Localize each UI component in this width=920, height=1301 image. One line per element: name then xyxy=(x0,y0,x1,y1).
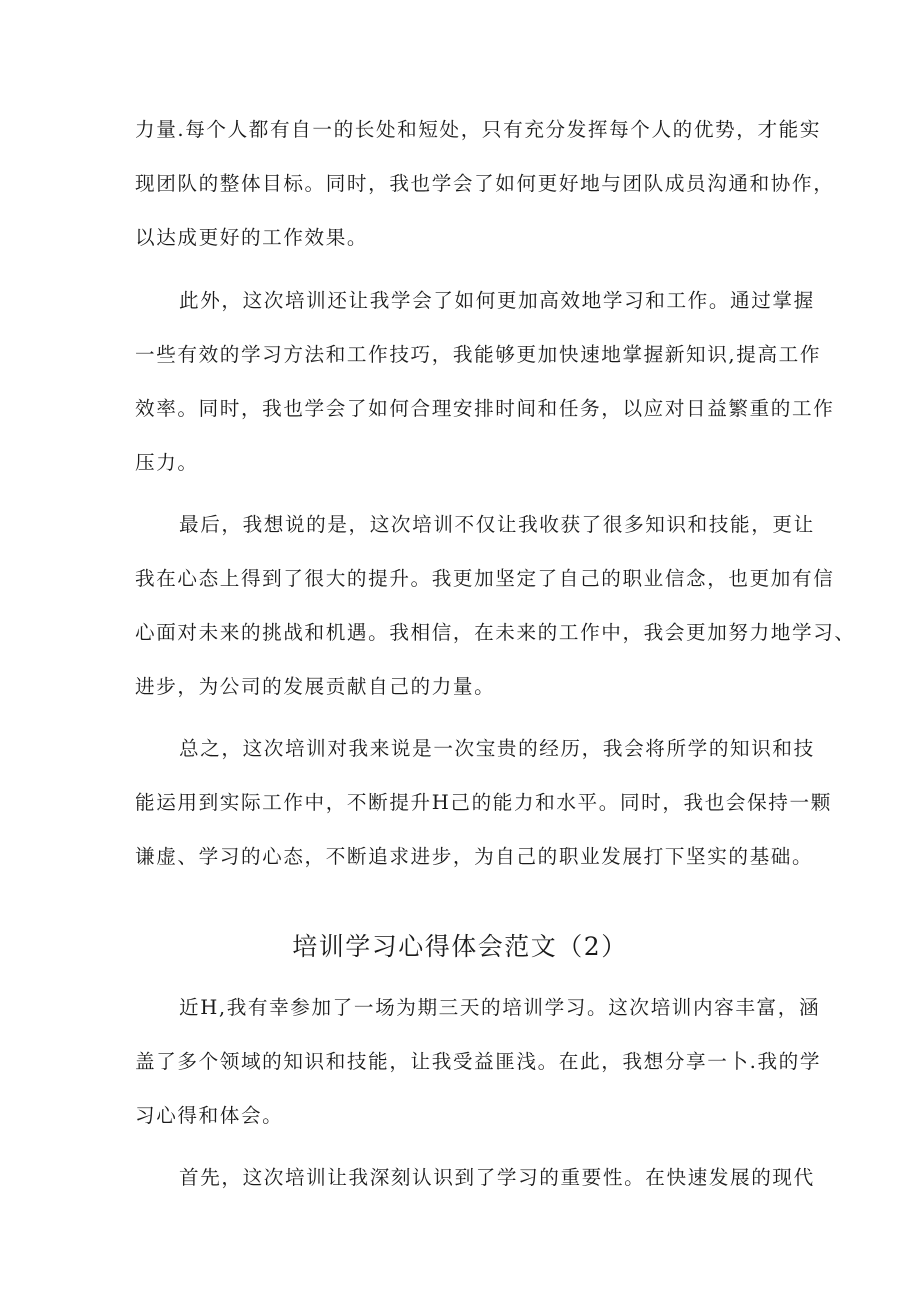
paragraph-5-line-2: 盖了多个领域的知识和技能，让我受益匪浅。在此，我想分享一卜.我的学 xyxy=(135,1050,822,1073)
paragraph-4-line-3: 谦虚、学习的心态，不断追求进步，为自己的职业发展打下坚实的基础。 xyxy=(135,845,814,868)
paragraph-1-line-2: 现团队的整体目标。同时，我也学会了如何更好地与团队成员沟通和协作， xyxy=(135,172,835,195)
paragraph-6-line-1: 首先，这次培训让我深刻认识到了学习的重要性。在快速发展的现代 xyxy=(179,1166,815,1189)
paragraph-2-line-3: 效率。同时，我也学会了如何合理安排时间和任务，以应对日益繁重的工作 xyxy=(135,397,835,420)
paragraph-5-line-3: 习心得和体会。 xyxy=(135,1104,284,1127)
paragraph-2-line-2: 一些有效的学习方法和工作技巧，我能够更加快速地掌握新知识,提高工作 xyxy=(135,343,822,366)
paragraph-4-line-1: 总之，这次培训对我来说是一次宝贵的经历，我会将所学的知识和技 xyxy=(179,737,815,760)
paragraph-2-line-4: 压力。 xyxy=(135,451,199,474)
section-heading: 培训学习心得体会范文（2） xyxy=(292,932,628,961)
paragraph-3-line-1: 最后，我想说的是，这次培训不仅让我收获了很多知识和技能，更让 xyxy=(179,513,815,536)
paragraph-1-line-1: 力量.每个人都有自一的长处和短处，只有充分发挥每个人的优势，才能实 xyxy=(135,118,822,141)
paragraph-2-line-1: 此外，这次培训还让我学会了如何更加高效地学习和工作。通过掌握 xyxy=(179,289,815,312)
paragraph-3-line-3: 心面对未来的挑战和机遇。我相信，在未来的工作中，我会更加努力地学习、 xyxy=(135,621,856,644)
paragraph-5-line-1: 近H,我有幸参加了一场为期三天的培训学习。这次培训内容丰富，涵 xyxy=(179,996,821,1019)
paragraph-4-line-2: 能运用到实际工作中，不断提升H己的能力和水平。同时，我也会保持一颗 xyxy=(135,791,832,814)
paragraph-3-line-4: 进步，为公司的发展贡献自己的力量。 xyxy=(135,675,496,698)
paragraph-3-line-2: 我在心态上得到了很大的提升。我更加坚定了自己的职业信念，也更加有信 xyxy=(135,567,835,590)
paragraph-1-line-3: 以达成更好的工作效果。 xyxy=(135,226,369,249)
